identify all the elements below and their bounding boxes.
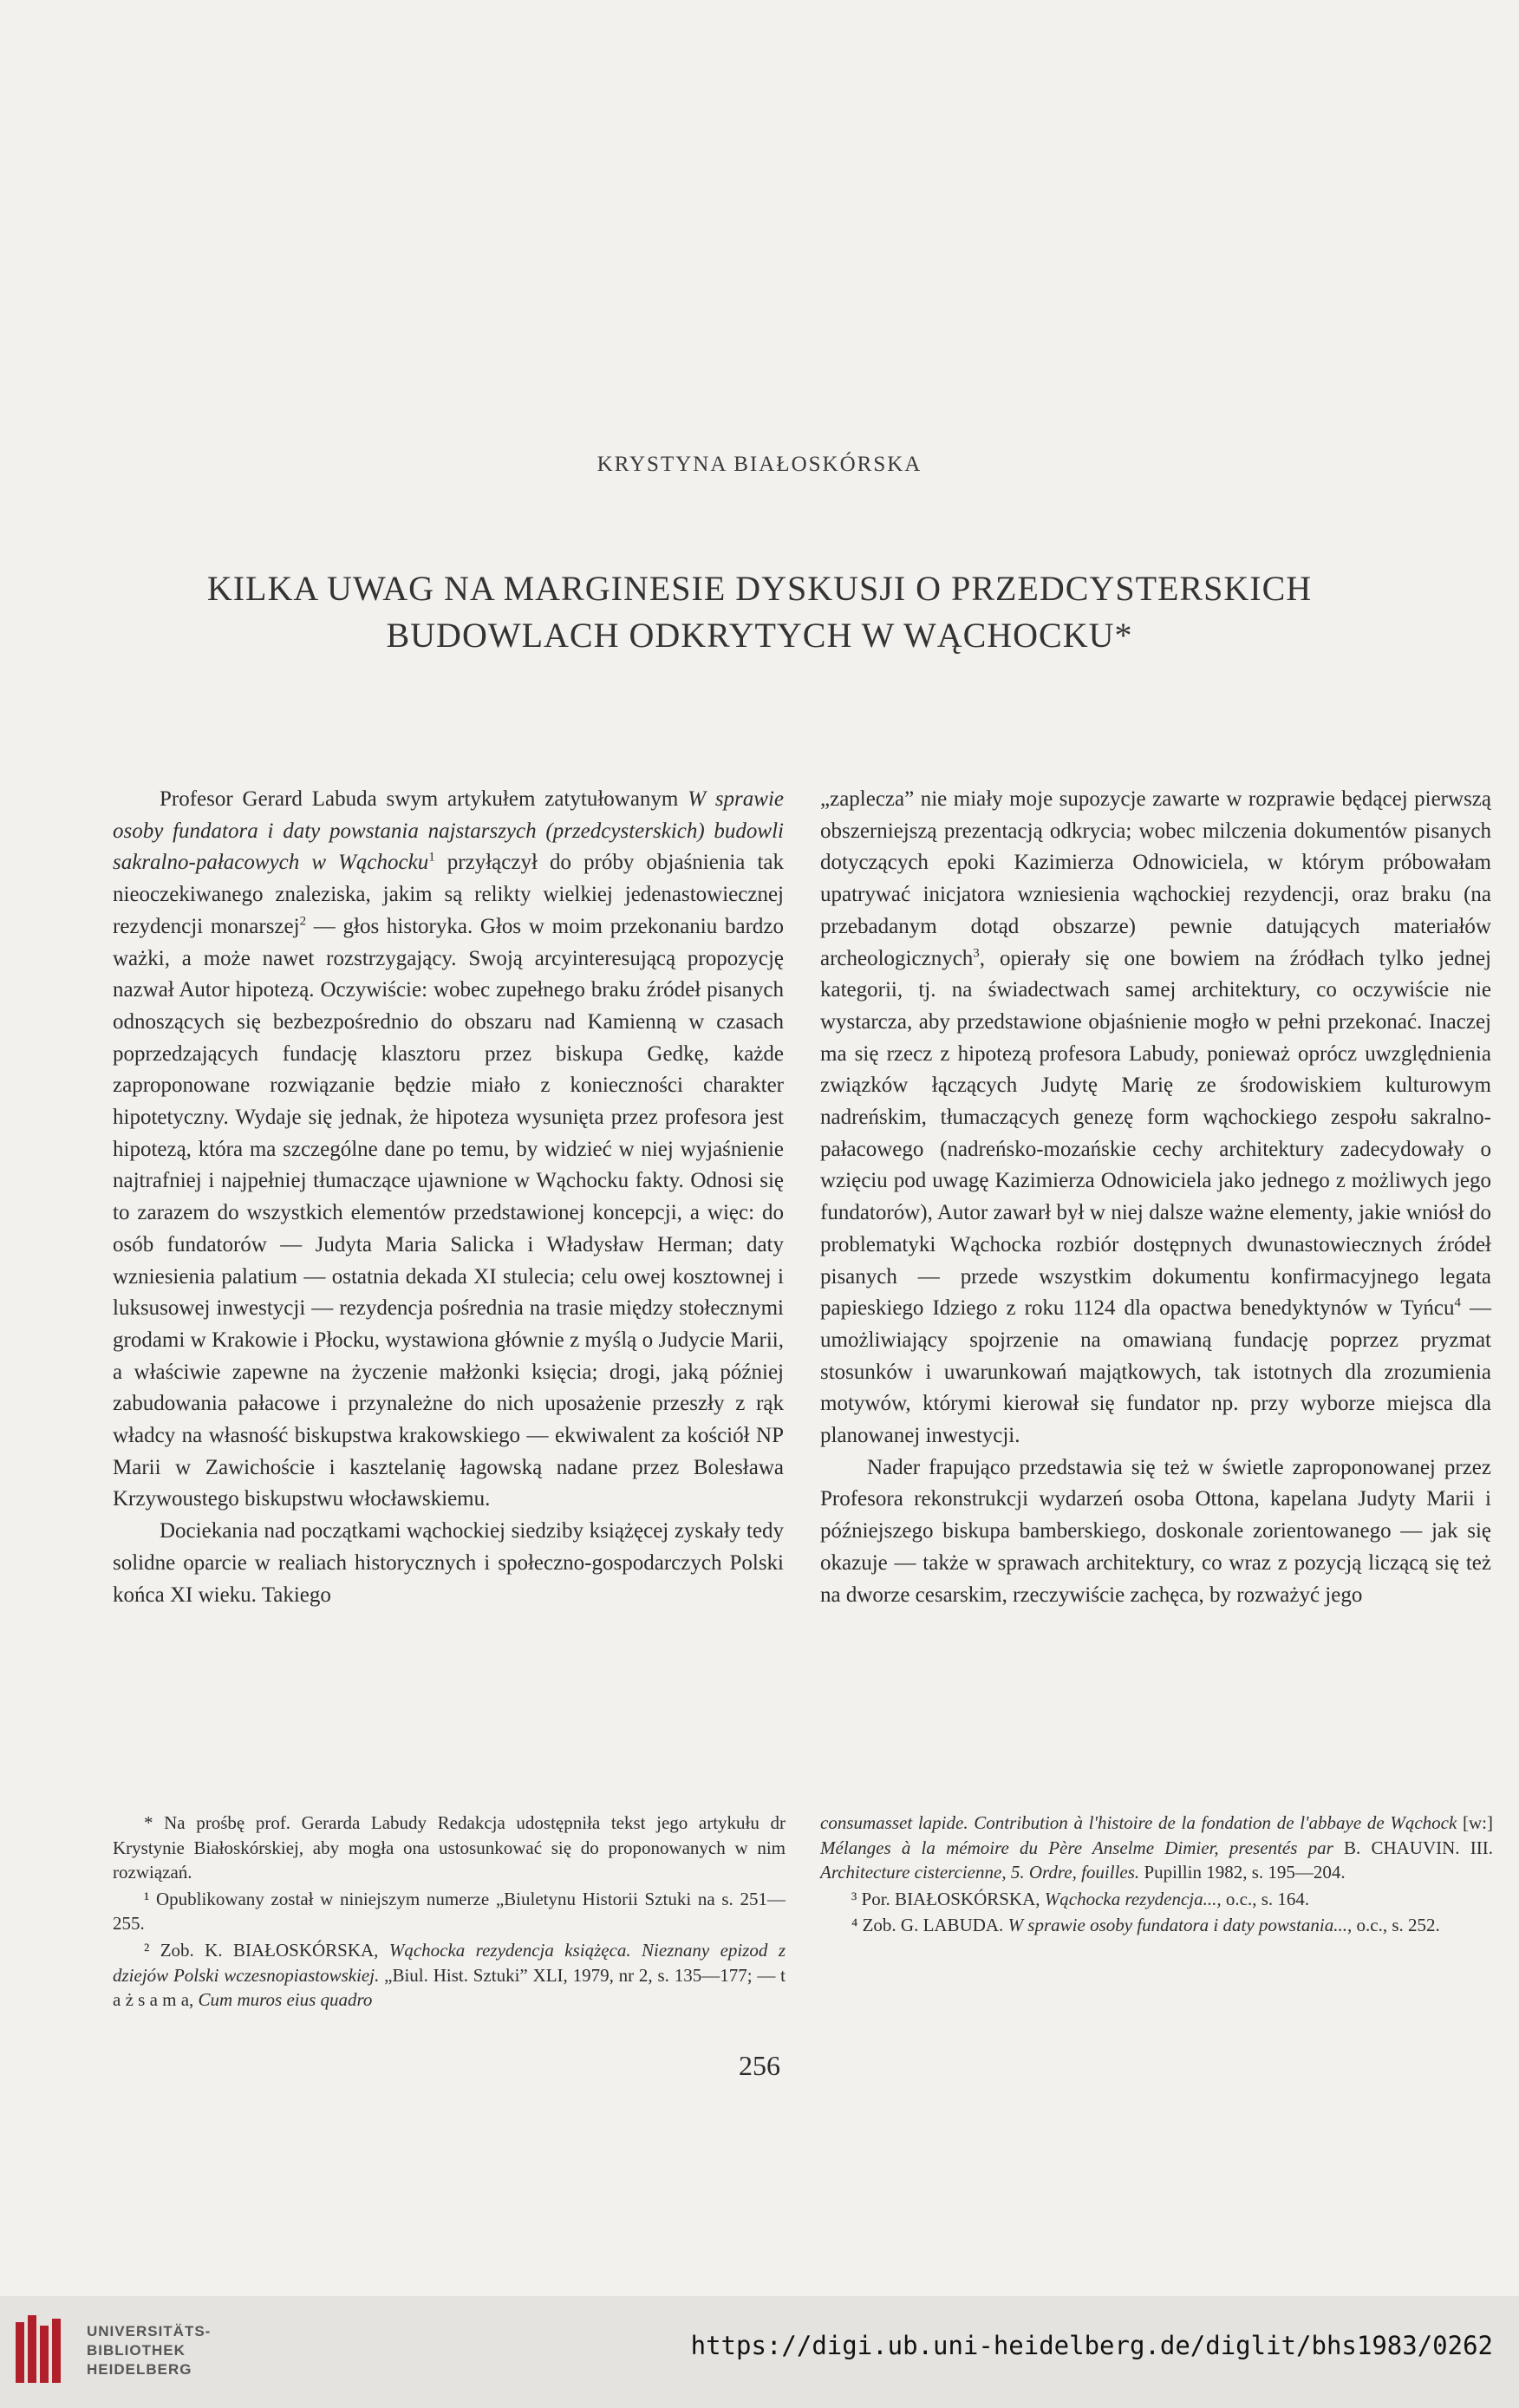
footnote-1: ¹ Opublikowany został w niniejszym numerze „Biuletynu Historii Sztuki na s. 251—255. — [113, 1888, 786, 1935]
body-column-left — [113, 784, 784, 1611]
footnote-ref: 2 — [299, 914, 307, 929]
page-number: 256 — [739, 2050, 780, 2081]
footnote-4: ⁴ Zob. G. LABUDA. W sprawie osoby fundatora i daty powstania..., o.c., s. 252. — [851, 1915, 1440, 1936]
footnote-2-continued: consumasset lapide. Contribution à l'histoire de la fondation de l'abbaye de Wąchock [w:] Mélanges à la mémoire du Père Anselme Dimier, presentés par B. CHAUVIN. III. Architecture cistercienne, 5. Ordre, fouilles. Pupillin 1982, s. 195—204. — [820, 1812, 1493, 1883]
paragraph: „zaplecza” nie miały moje supozycje zawarte w rozprawie będącej pierwszą obszerniejszą prezentacją odkrycia; wobec milczenia dokumentów pisanych dotyczących epoki Kazimierza Odnowiciela, w którym próbowałam upatrywać inicjatora wzniesienia wąchockiej rezydencji, oraz braku (na przebadanym dotąd obszarze) pewnie datujących materiałów archeologicznych$^3$, opierały się one bowiem na źródłach tylko jednej kategorii, tj. na świadectwach samej architektury, co oczywiście nie wystarcza, aby przedstawione objaśnienie mogło w pełni przekonać. Inaczej ma się rzecz z hipotezą profesora Labudy, ponieważ oprócz uwzględnienia związków łączących Judytę Marię ze środowiskiem kulturowym nadreńskim, tłumaczących genezę form wąchockiego zespołu sakralno-pałacowego (nadreńsko-mozańskie cechy architektury zadecydowały o wzięciu pod uwagę Kazimierza Odnowiciela jako jednego z możliwych jego fundatorów), Autor zawarł był w niej dalsze ważne elementy, jakie wniósł do problematyki Wąchocka rozbiór dostępnych dwunastowiecznych źródeł pisanych — przede wszystkim dokumentu konfirmacyjnego legata papieskiego Idziego z roku 1124 dla opactwa benedyktynów w Tyńcu$^4$ — umożliwiający spojrzenie na omawianą fundację poprzez pryzmat stosunków i uwarunkowań majątkowych, tak istotnych dla zrozumienia motywów, którymi kierował się fundator np. przy wyborze miejsca dla planowanej inwestycji. — [820, 787, 1491, 1448]
title-line-2: BUDOWLACH ODKRYTYCH W WĄCHOCKU* — [386, 616, 1133, 655]
cited-title: W sprawie osoby fundatora i daty powstania najstarszych (przedcysterskich) budowli sakralno-pałacowych w Wąchocku — [113, 787, 785, 875]
library-name: UNIVERSITÄTS- BIBLIOTHEK HEIDELBERG — [87, 2323, 212, 2378]
paragraph: Profesor Gerard Labuda swym artykułem zatytułowanym W sprawie osoby fundatora i daty powstania najstarszych (przedcysterskich) budowli sakralno-pałacowych w Wąchocku$^1$ przyłączył do próby objaśnienia tak nieoczekiwanego znaleziska, jakim są relikty wielkiej jedenastowiecznej rezydencji monarszej$^2$ — głos historyka. Głos w moim przekonaniu bardzo ważki, a może nawet rozstrzygający. Swoją arcyinteresującą propozycję nazwał Autor hipotezą. Oczywiście: wobec zupełnego braku źródeł pisanych odnoszących się bezbezpośrednio do obszaru nad Kamienną w czasach poprzedzających fundację klasztoru przez biskupa Gedkę, każde zaproponowane rozwiązanie będzie miało z konieczności charakter hipotetyczny. Wydaje się jednak, że hipoteza wysunięta przez profesora jest hipotezą, która ma szczególne dane po temu, by widzieć w niej wyjaśnienie najtrafniej i najpełniej tłumaczące ujawnione w Wąchocku fakty. Odnosi się to zarazem do wszystkich elementów przedstawionej koncepcji, a więc: do osób fundatorów — Judyta Maria Salicka i Władysław Herman; daty wzniesienia palatium — ostatnia dekada XI stulecia; celu owej kosztownej i luksusowej inwestycji — rezydencja pośrednia na trasie między stołecznymi grodami w Krakowie i Płocku, wystawiona głównie z myślą o Judycie Marii, a właściwie zapewne na życzenie małżonki księcia; drogi, jaką później zabudowania pałacowe i przynależne do nich uposażenie przeszły z rąk władcy na własność biskupstwa krakowskiego — ekwiwalent za kościół NP Marii w Zawichoście i kasztelanię łagowską nadane przez Bolesława Krzywoustego biskupstwu włocławskiemu. — [113, 787, 785, 1511]
paragraph: Nader frapująco przedstawia się też w świetle zaproponowanej przez Profesora rekonstrukcji wydarzeń osoba Ottona, kapelana Judyty Marii i późniejszego biskupa bamberskiego, doskonale zorientowanego — jak się okazuje — także w sprawach architektury, co wraz z pozycją liczącą się też na dworze cesarskim, rzeczywiście zachęca, by rozważyć jego — [820, 1455, 1491, 1607]
author-name: KRYSTYNA BIAŁOSKÓRSKA — [597, 453, 922, 476]
paragraph: Dociekania nad początkami wąchockiej siedziby książęcej zyskały tedy solidne oparcie w realiach historycznych i społeczno-gospodarczych Polski końca XI wieku. Takiego — [113, 1519, 784, 1607]
library-footer — [0, 2296, 1519, 2408]
footnote-ref: 3 — [973, 946, 980, 961]
body-column-right — [820, 784, 1491, 1611]
footnote-ref: 1 — [428, 851, 435, 865]
footnote-star: * Na prośbę prof. Gerarda Labudy Redakcja udostępniła tekst jego artykułu dr Krystynie Białoskórskiej, aby mogła ona ustosunkować się do proponowanych w nim rozwiązań. — [113, 1812, 786, 1883]
footnotes-left — [113, 1811, 786, 2014]
footnote-2: ² Zob. K. BIAŁOSKÓRSKA, Wąchocka rezydencja książęca. Nieznany epizod z dziejów Polski wczesnopiastowskiej. „Biul. Hist. Sztuki” XLI, 1979, nr 2, s. 135—177; — t a ż s a m a, Cum muros eius quadro — [113, 1939, 786, 2011]
footnote-ref: 4 — [1454, 1295, 1461, 1310]
footnotes-right — [820, 1811, 1493, 1940]
article-title — [0, 565, 1519, 659]
footnote-3: ³ Por. BIAŁOSKÓRSKA, Wąchocka rezydencja..., o.c., s. 164. — [851, 1888, 1310, 1909]
source-url-link[interactable]: https://digi.ub.uni-heidelberg.de/diglit/bhs1983/0262 — [690, 2331, 1493, 2360]
title-line-1: KILKA UWAG NA MARGINESIE DYSKUSJI O PRZEDCYSTERSKICH — [206, 569, 1313, 608]
library-logo-icon — [14, 2313, 68, 2388]
